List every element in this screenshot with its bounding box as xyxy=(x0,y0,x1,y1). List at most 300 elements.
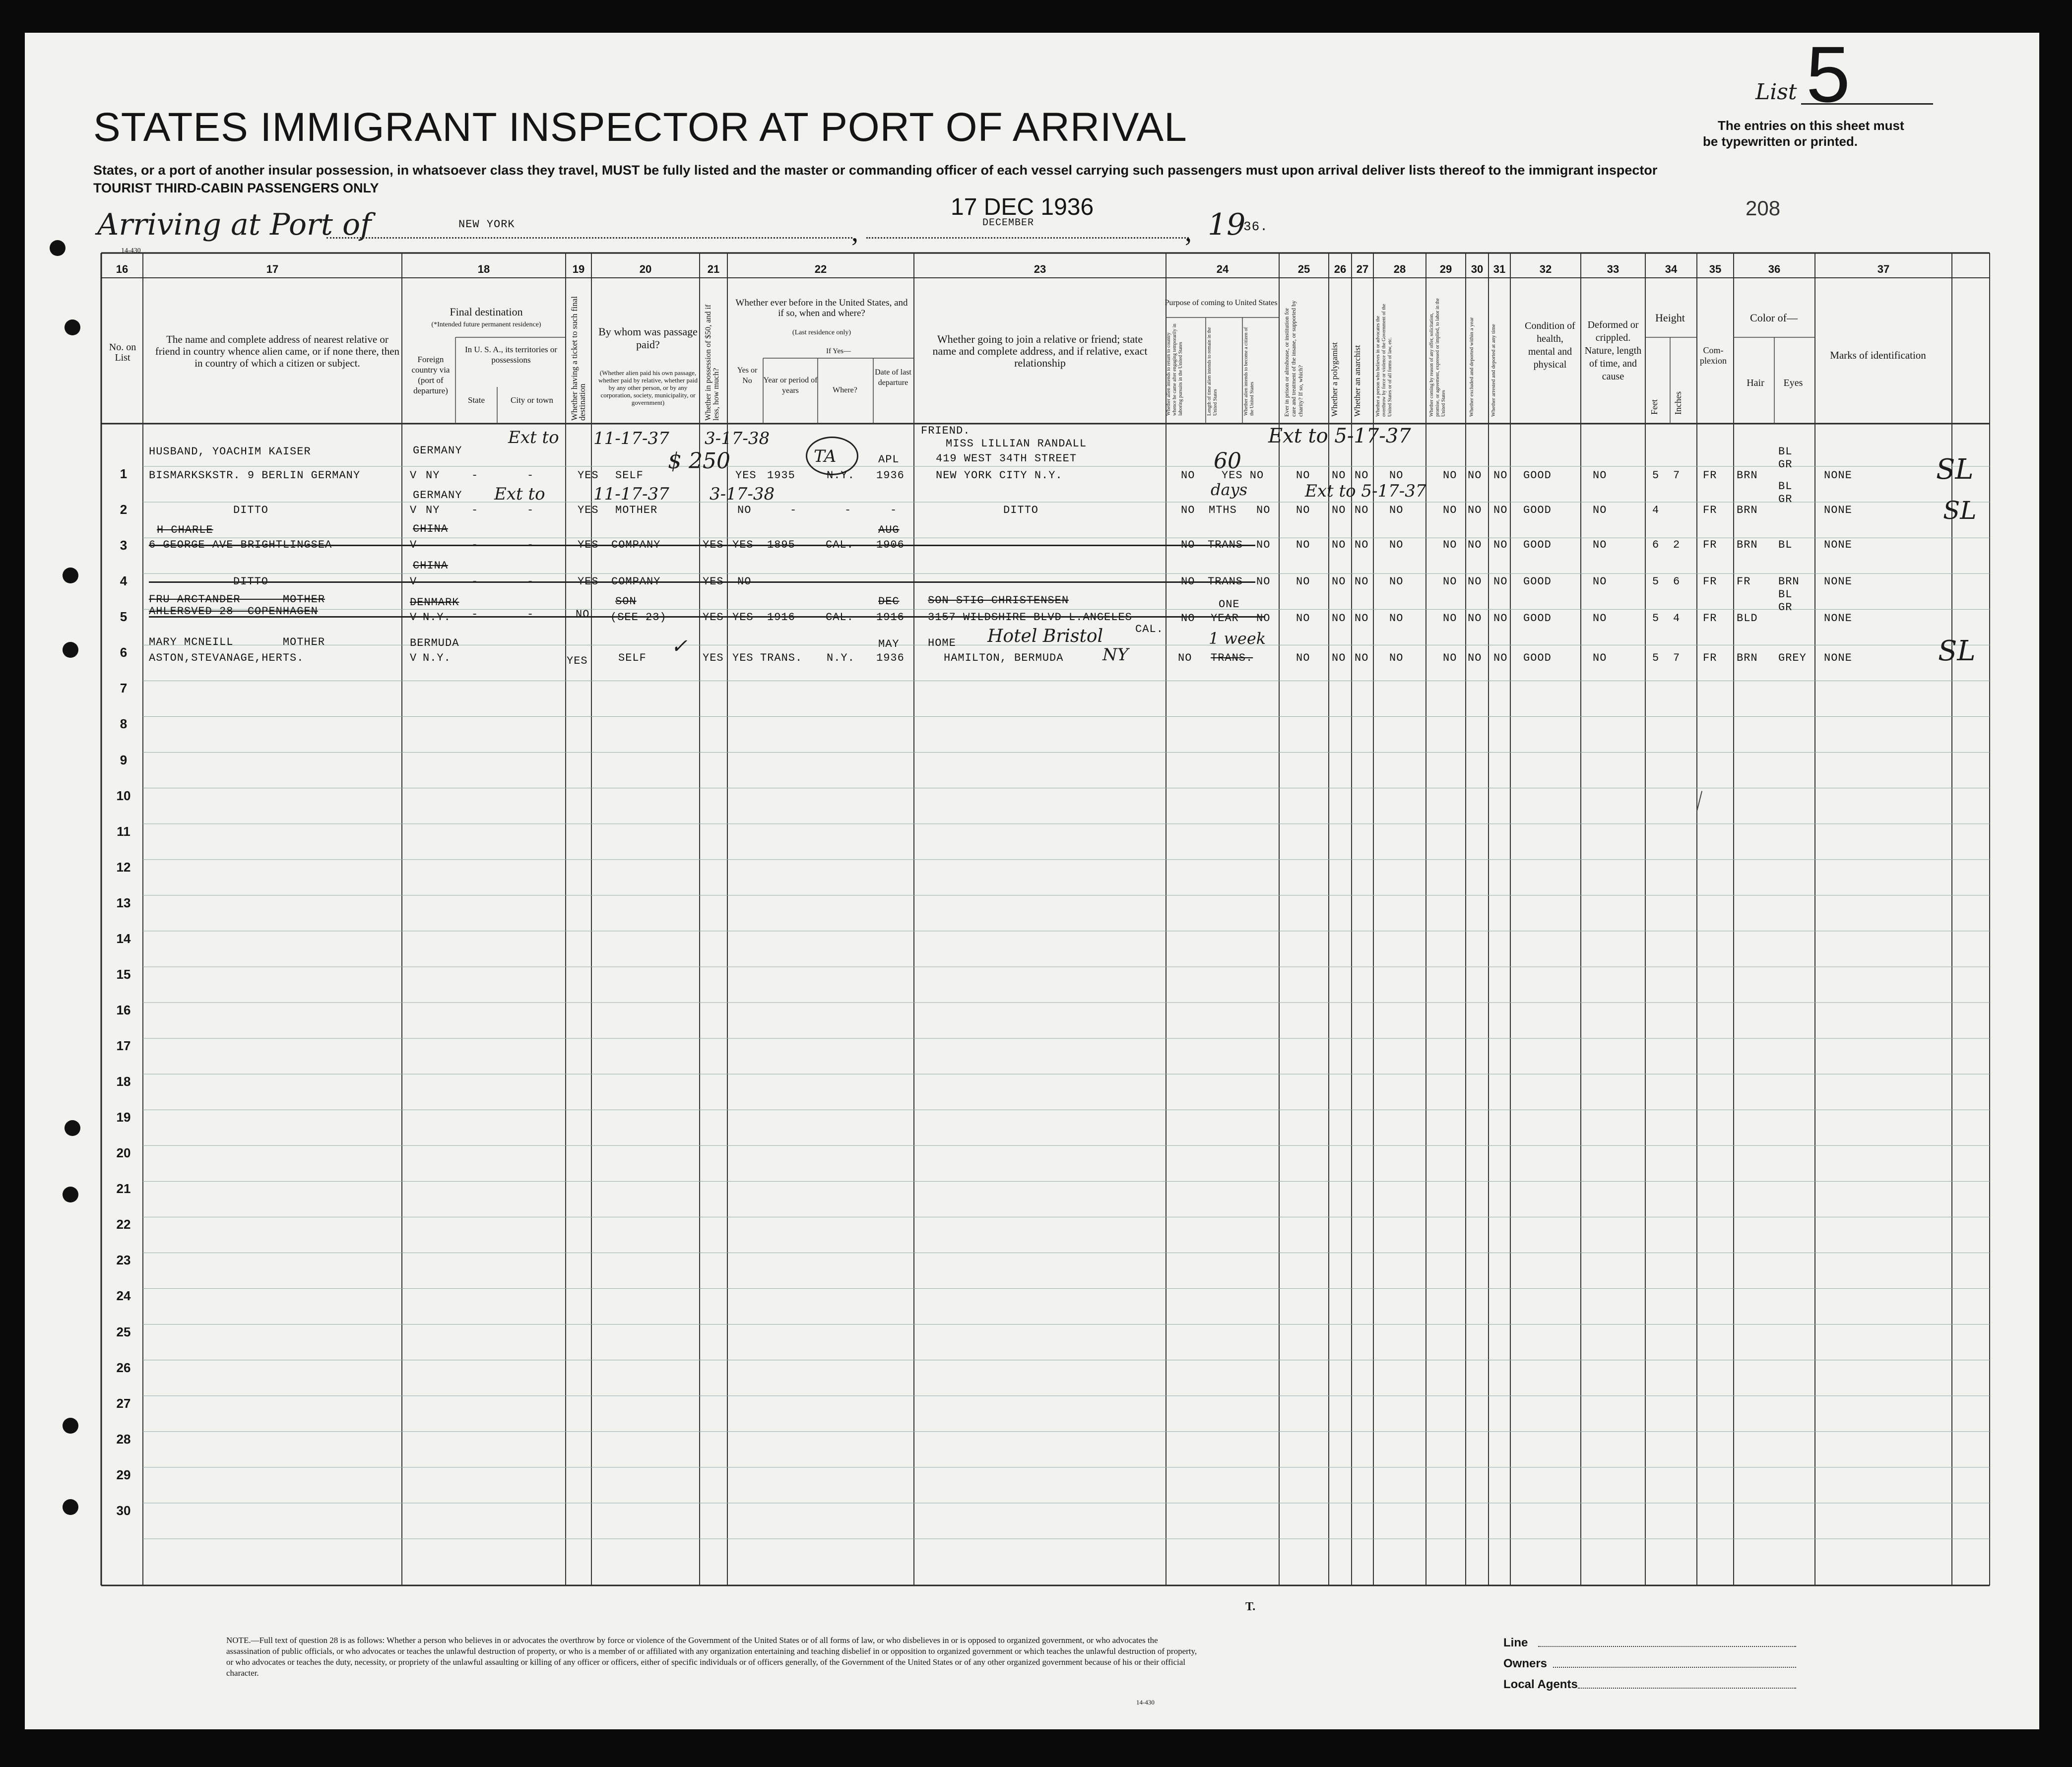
header-col18-foreign: Foreign country via (port of departure) xyxy=(411,355,450,395)
row-number-12: 12 xyxy=(116,859,131,875)
r4-24a: NO xyxy=(1181,575,1195,588)
r4-col34-inches: 6 xyxy=(1673,575,1681,588)
r2-col37: NONE xyxy=(1824,504,1852,516)
margin-mark-row6: SL xyxy=(1938,635,1976,667)
punch-hole xyxy=(50,240,65,256)
r3-where: CAL. xyxy=(826,539,854,551)
column-number-24: 24 xyxy=(1216,263,1229,275)
r6-col31: NO xyxy=(1493,652,1508,664)
r4-col32: GOOD xyxy=(1523,575,1552,588)
r2-24b: MTHS xyxy=(1209,504,1237,516)
row-number-11: 11 xyxy=(117,823,130,839)
r1-departure-month: APL xyxy=(878,453,900,466)
line-label: Line xyxy=(1503,1636,1528,1649)
r1-before-us: YES xyxy=(735,469,757,482)
r3-strike-line xyxy=(149,545,1255,546)
r5-col34-feet: 5 xyxy=(1652,612,1660,625)
t-mark: T. xyxy=(1245,1600,1256,1613)
punch-hole xyxy=(63,642,78,658)
r4-col37: NONE xyxy=(1824,575,1852,588)
column-number-18: 18 xyxy=(477,263,490,275)
r2-col30: NO xyxy=(1468,504,1482,516)
local-agents-field xyxy=(1578,1688,1796,1689)
row-number-24: 24 xyxy=(116,1288,131,1304)
r5-via: V xyxy=(410,611,417,624)
header-col22: Whether ever before in the United States, and if so, when and where? xyxy=(735,298,908,318)
owners-label: Owners xyxy=(1503,1657,1548,1670)
header-col22-where: Where? xyxy=(833,386,857,394)
row-number-30: 30 xyxy=(116,1503,131,1518)
r6-handwritten-ny: NY xyxy=(1102,645,1129,665)
header-col22-period: Year or period of years xyxy=(763,376,818,395)
margin-mark-row2: SL xyxy=(1943,496,1977,525)
column-number-22: 22 xyxy=(814,263,827,275)
r6-paid-by: SELF xyxy=(618,652,647,664)
r3-via: V xyxy=(410,539,417,551)
r2-join: DITTO xyxy=(1003,504,1039,516)
comma: , xyxy=(1185,217,1192,248)
r1-join-line1: FRIEND. xyxy=(921,425,971,437)
r4-foreign-country: CHINA xyxy=(413,560,449,572)
column-number-34: 34 xyxy=(1665,263,1678,275)
r6-checkmark: ✓ xyxy=(671,635,688,658)
r2-dash: - xyxy=(527,504,534,516)
r1-handwritten-days: days xyxy=(1211,480,1248,499)
arrival-month: DECEMBER xyxy=(982,217,1035,229)
column-number-35: 35 xyxy=(1709,263,1722,275)
r2-col34-feet: 4 xyxy=(1652,504,1660,516)
r5-col29: NO xyxy=(1443,612,1457,625)
row-number-2: 2 xyxy=(120,502,128,517)
r1-dash: - xyxy=(471,469,479,482)
r2-col29: NO xyxy=(1443,504,1457,516)
r6-money: YES xyxy=(703,652,724,664)
column-number-36: 36 xyxy=(1768,263,1781,275)
date-stamp: 17 DEC 1936 xyxy=(951,194,1094,220)
r2-handwritten-date2: 3-17-38 xyxy=(710,484,775,504)
r6-join-line1: HOME xyxy=(928,637,956,649)
r4-col25: NO xyxy=(1296,575,1310,588)
footer-form-code: 14-430 xyxy=(1136,1699,1155,1706)
list-number: 5 xyxy=(1806,30,1850,119)
r6-via: V xyxy=(410,652,417,664)
r5-relative-address: AHLERSVED 28 COPENHAGEN xyxy=(149,605,318,618)
r1-departure-year: 1936 xyxy=(876,469,905,482)
r5-col37: NONE xyxy=(1824,612,1852,625)
r5-col26: NO xyxy=(1332,612,1346,625)
r6-ticket: YES xyxy=(567,655,588,667)
r2-relative: DITTO xyxy=(233,504,269,516)
row-number-15: 15 xyxy=(116,966,131,982)
row-number-8: 8 xyxy=(120,716,128,732)
r3-col35: FR xyxy=(1703,539,1717,551)
r1-where: N.Y. xyxy=(827,469,855,482)
column-number-33: 33 xyxy=(1607,263,1619,275)
header-col35: Com- plexion xyxy=(1700,345,1727,366)
r6-col26: NO xyxy=(1332,652,1346,664)
r6-where: N.Y. xyxy=(827,652,855,664)
header-col22-sub: (Last residence only) xyxy=(792,329,851,336)
header-col24-a: Whether alien intends to return to country whence he came after engaging temporarily in laboring pursuits in the United States xyxy=(1166,323,1183,416)
header-col22-yesno: Yes or No xyxy=(737,366,758,385)
r4-col35: FR xyxy=(1703,575,1717,588)
header-col20: By whom was passage paid? xyxy=(598,325,698,351)
r4-24c: NO xyxy=(1256,575,1271,588)
r1-handwritten-date1: 11-17-37 xyxy=(593,429,669,448)
column-number-16: 16 xyxy=(116,263,129,275)
r1-relative-address: BISMARKSKSTR. 9 BERLIN GERMANY xyxy=(149,469,361,482)
column-number-30: 30 xyxy=(1471,263,1484,275)
punch-hole xyxy=(63,568,78,583)
port-name: NEW YORK xyxy=(458,218,515,231)
r2-col28: NO xyxy=(1389,504,1404,516)
r5-join-line2: 3157 WILDSHIRE BLVD L.ANGELES xyxy=(928,611,1132,624)
r3-before-us: YES xyxy=(732,539,754,551)
page-title: STATES IMMIGRANT INSPECTOR AT PORT OF ARRIVAL xyxy=(93,105,1187,150)
r4-col27: NO xyxy=(1355,575,1369,588)
r1-col30: NO xyxy=(1468,469,1482,482)
r5-24b1: ONE xyxy=(1219,598,1240,611)
punch-hole xyxy=(65,319,80,335)
r5-24b2: YEAR xyxy=(1211,612,1239,625)
header-col33: Deformed or crippled. Nature, length of time, and cause xyxy=(1584,319,1642,382)
punch-hole xyxy=(63,1499,78,1515)
row-number-10: 10 xyxy=(116,788,131,803)
header-col23: Whether going to join a relative or friend; state name and complete address, and if relative, exact relationship xyxy=(932,333,1148,369)
r3-ticket: YES xyxy=(578,539,599,551)
r5-strike-line xyxy=(149,616,1265,618)
r1-year: 1935 xyxy=(767,469,795,482)
r2-dash: - xyxy=(890,504,898,516)
row-number-9: 9 xyxy=(120,752,128,767)
r5-state: N.Y. xyxy=(423,611,451,624)
header-col27: Whether an anarchist xyxy=(1353,345,1362,417)
r5-departure-year: 1916 xyxy=(876,611,905,624)
r4-ticket: YES xyxy=(578,575,599,588)
manifest-sheet xyxy=(25,30,2039,1729)
r5-relative-name: FRU ARCTANDER MOTHER xyxy=(149,593,325,606)
r3-col33: NO xyxy=(1593,539,1607,551)
r2-dash: - xyxy=(471,504,479,516)
r4-strike-line xyxy=(149,581,1255,583)
r1-handwritten-ta: TA xyxy=(814,446,837,466)
subtitle-line-2: TOURIST THIRD-CABIN PASSENGERS ONLY xyxy=(93,181,379,195)
r1-join-line3: 419 WEST 34TH STREET xyxy=(936,452,1077,465)
r5-join-line1: SON STIG CHRISTENSEN xyxy=(928,594,1069,607)
comma: , xyxy=(851,217,858,248)
r1-col29: NO xyxy=(1443,469,1457,482)
arriving-label: Arriving at Port of xyxy=(97,207,372,242)
r5-dash: - xyxy=(527,608,534,621)
r6-col33: NO xyxy=(1593,652,1607,664)
row-number-19: 19 xyxy=(116,1110,131,1125)
r6-col32: GOOD xyxy=(1523,652,1552,664)
r1-col34-inches: 7 xyxy=(1673,469,1681,482)
r4-dash: - xyxy=(471,575,479,588)
r1-handwritten-ext: Ext to xyxy=(508,428,559,447)
r3-departure-month: AUG xyxy=(878,524,900,536)
r5-paid-by-1: SON xyxy=(615,595,637,608)
r4-money: YES xyxy=(703,575,724,588)
r3-money: YES xyxy=(703,539,724,551)
r5-col30: NO xyxy=(1468,612,1482,625)
punch-hole xyxy=(63,1418,78,1434)
r6-24a: NO xyxy=(1178,652,1192,664)
header-col18-sub: (*Intended future permanent residence) xyxy=(431,321,541,328)
r6-24b: TRANS. xyxy=(1211,652,1253,664)
row-number-27: 27 xyxy=(116,1395,131,1411)
r4-paid-by: COMPANY xyxy=(611,575,661,588)
column-number-19: 19 xyxy=(572,263,585,275)
owners-field xyxy=(1553,1667,1796,1668)
r1-col35: FR xyxy=(1703,469,1717,482)
r1-col26: NO xyxy=(1332,469,1346,482)
r6-join-line2: HAMILTON, BERMUDA xyxy=(944,652,1064,664)
r3-col30: NO xyxy=(1468,539,1482,551)
column-number-23: 23 xyxy=(1034,263,1046,275)
r6-col27: NO xyxy=(1355,652,1369,664)
r1-foreign-country: GERMANY xyxy=(413,444,462,457)
r1-col37: NONE xyxy=(1824,469,1852,482)
port-dotted-line xyxy=(326,237,852,239)
row-number-3: 3 xyxy=(120,538,128,553)
row-number-23: 23 xyxy=(116,1253,131,1268)
r6-col34-inches: 7 xyxy=(1673,652,1681,664)
r3-col37: NONE xyxy=(1824,539,1852,551)
r3-paid-by: COMPANY xyxy=(611,539,661,551)
r3-col25: NO xyxy=(1296,539,1310,551)
r3-col36-eyes: BL xyxy=(1778,539,1793,551)
r1-join-line2: MISS LILLIAN RANDALL xyxy=(946,438,1087,450)
r1-col32: GOOD xyxy=(1523,469,1552,482)
column-number-27: 27 xyxy=(1356,263,1369,275)
r4-col34-feet: 5 xyxy=(1652,575,1660,588)
header-col18-usa: In U. S. A., its territories or possessions xyxy=(464,345,558,365)
r5-col32: GOOD xyxy=(1523,612,1552,625)
year-suffix: 36. xyxy=(1243,219,1268,234)
column-number-26: 26 xyxy=(1334,263,1347,275)
r2-handwritten-date1: 11-17-37 xyxy=(593,484,669,504)
r1-money: $ 250 xyxy=(668,448,730,474)
column-number-31: 31 xyxy=(1493,263,1506,275)
header-col30: Whether excluded and deported within a year xyxy=(1469,317,1475,417)
header-col36-hair: Hair xyxy=(1747,378,1764,388)
list-label: List xyxy=(1755,79,1797,105)
line-field xyxy=(1538,1646,1796,1647)
r2-via: V xyxy=(410,504,417,516)
r3-relative-name: H CHARLE xyxy=(157,524,213,536)
header-col36-eyes: Eyes xyxy=(1783,378,1803,388)
r6-handwritten-hotel: Hotel Bristol xyxy=(987,626,1103,646)
r1-col25: NO xyxy=(1296,469,1310,482)
r5-paid-by-2: (SEE 23) xyxy=(610,611,667,624)
header-col37: Marks of identification xyxy=(1830,349,1926,361)
r1-dash: - xyxy=(527,469,534,482)
r6-col35: FR xyxy=(1703,652,1717,664)
header-col34-feet: Feet xyxy=(1649,399,1659,415)
r3-col34-feet: 6 xyxy=(1652,539,1660,551)
r4-col36-eyes: BRN xyxy=(1778,575,1800,588)
punch-hole xyxy=(65,1120,80,1136)
r1-handwritten-ext2: Ext to 5-17-37 xyxy=(1268,425,1411,447)
header-col17: The name and complete address of nearest relative or friend in country whence alien came, or if none there, then in country of which a citizen or subject. xyxy=(155,333,400,369)
r5-24c: NO xyxy=(1256,612,1271,625)
header-col26: Whether a polygamist xyxy=(1330,342,1339,417)
r2-col33: NO xyxy=(1593,504,1607,516)
r2-col36-hair: BRN xyxy=(1737,504,1758,516)
row-number-4: 4 xyxy=(120,573,128,589)
margin-mark-row1: SL xyxy=(1936,453,1974,486)
r5-col27: NO xyxy=(1355,612,1369,625)
r6-before-us: YES xyxy=(732,652,754,664)
note-question-28: NOTE.—Full text of question 28 is as follows: Whether a person who believes in or advocates the overthrow by force or violence of the Government of the United States or of all forms of law, or who disbelieves in or is opposed to organized government, or who advocates the assassination of public officials, or who advocates or teaches the unlawful destruction of property, or who is a member of or affiliated with any organization entertaining and teaching disbelief in or opposition to organized government or which teaches the unlawful destruction of property, or who advocates or teaches the duty, necessity, or propriety of the unlawful assaulting or killing of any officer or officers, either of specific individuals or of officers generally, of the Government of the United States or of any other organized government because of his or their official character. xyxy=(226,1636,1197,1678)
r2-dash: - xyxy=(844,504,852,516)
r1-col36-eyes: BL GR xyxy=(1778,445,1793,471)
form-code: 14-430 xyxy=(121,247,141,254)
r1-col27: NO xyxy=(1355,469,1369,482)
column-number-25: 25 xyxy=(1297,263,1310,275)
r3-col31: NO xyxy=(1493,539,1508,551)
header-col21: Whether in possession of $50, and if less, how much? xyxy=(704,304,720,421)
header-col24: Purpose of coming to United States xyxy=(1165,299,1278,307)
r2-col31: NO xyxy=(1493,504,1508,516)
r5-where: CAL. xyxy=(826,611,854,624)
column-number-17: 17 xyxy=(266,263,279,275)
r2-paid-by: MOTHER xyxy=(615,504,658,516)
row-number-20: 20 xyxy=(116,1145,131,1161)
r3-col34-inches: 2 xyxy=(1673,539,1681,551)
r4-col31: NO xyxy=(1493,575,1508,588)
r4-col30: NO xyxy=(1468,575,1482,588)
r6-col28: NO xyxy=(1389,652,1404,664)
header-col34: Height xyxy=(1655,312,1685,324)
header-col32: Condition of health, mental and physical xyxy=(1525,320,1575,370)
header-col22-date: Date of last departure xyxy=(875,368,911,387)
row-number-5: 5 xyxy=(120,609,128,625)
r6-col37: NONE xyxy=(1824,652,1852,664)
r5-join-line3: CAL. xyxy=(1135,623,1164,635)
r4-via: V xyxy=(410,575,417,588)
r5-24a: NO xyxy=(1181,612,1195,625)
r5-dash: - xyxy=(471,608,479,621)
r3-dash: - xyxy=(527,539,534,551)
r2-handwritten-ext2: Ext to 5-17-37 xyxy=(1305,481,1426,501)
list-underline xyxy=(1801,103,1933,105)
row-number-28: 28 xyxy=(116,1431,131,1447)
r2-24c: NO xyxy=(1256,504,1271,516)
r2-col27: NO xyxy=(1355,504,1369,516)
r3-col28: NO xyxy=(1389,539,1404,551)
r6-handwritten-1week: 1 week xyxy=(1209,629,1266,648)
r6-foreign-country: BERMUDA xyxy=(410,637,459,649)
r6-relative-address: ASTON,STEVANAGE,HERTS. xyxy=(149,652,304,664)
r4-col29: NO xyxy=(1443,575,1457,588)
row-number-18: 18 xyxy=(116,1074,131,1089)
r1-24a: NO xyxy=(1181,469,1195,482)
local-agents-label: Local Agents xyxy=(1503,1678,1578,1691)
r2-state: NY xyxy=(426,504,440,516)
r5-col36-eyes: BL GR xyxy=(1778,588,1793,614)
r1-handwritten-date2: 3-17-38 xyxy=(705,429,770,448)
r1-paid-by: SELF xyxy=(615,469,644,482)
r5-col31: NO xyxy=(1493,612,1508,625)
r1-col34-feet: 5 xyxy=(1652,469,1660,482)
r6-col36-hair: BRN xyxy=(1737,652,1758,664)
r3-departure-year: 1906 xyxy=(876,539,905,551)
row-number-7: 7 xyxy=(120,681,128,696)
r4-dash: - xyxy=(527,575,534,588)
r5-col36-hair: BLD xyxy=(1737,612,1758,625)
row-number-21: 21 xyxy=(116,1181,131,1197)
r2-col25: NO xyxy=(1296,504,1310,516)
r3-24c: NO xyxy=(1256,539,1271,551)
r1-handwritten-60: 60 xyxy=(1214,448,1241,474)
r1-col31: NO xyxy=(1493,469,1508,482)
r5-departure-month: DEC xyxy=(878,595,900,608)
r6-col25: NO xyxy=(1296,652,1310,664)
r2-handwritten-ext: Ext to xyxy=(494,484,545,504)
row-number-17: 17 xyxy=(116,1038,131,1054)
header-col25: Ever in prison or almshouse, or institution for care and treatment of the insane, or supported by charity? If so, which? xyxy=(1283,300,1304,417)
header-col20-sub: (Whether alien paid his own passage, whether paid by relative, whether paid by any other person, or by any corporation, society, municipality, or government) xyxy=(598,369,698,406)
form-grid xyxy=(25,30,2039,1729)
header-col18-state: State xyxy=(468,395,485,405)
r3-year: 1895 xyxy=(767,539,795,551)
r3-24a: NO xyxy=(1181,539,1195,551)
r3-col29: NO xyxy=(1443,539,1457,551)
r2-col36-eyes: BL GR xyxy=(1778,480,1793,505)
r6-departure-month: MAY xyxy=(878,638,900,650)
r1-state: NY xyxy=(426,469,440,482)
r6-departure-year: 1936 xyxy=(876,652,905,664)
date-dotted-line xyxy=(866,237,1189,239)
row-number-1: 1 xyxy=(120,466,128,481)
column-number-20: 20 xyxy=(639,263,652,275)
r4-before-us: NO xyxy=(737,575,752,588)
row-number-13: 13 xyxy=(116,895,131,910)
r2-col35: FR xyxy=(1703,504,1717,516)
header-col28: Whether a person who believes in or advocates the overthrow by force or violence of the Government of the United States or of all forms of law, etc. xyxy=(1375,304,1393,417)
r3-col36-hair: BRN xyxy=(1737,539,1758,551)
row-number-29: 29 xyxy=(116,1467,131,1482)
column-number-37: 37 xyxy=(1877,263,1890,275)
r6-relative-name: MARY MCNEILL MOTHER xyxy=(149,636,325,648)
row-number-25: 25 xyxy=(116,1324,131,1339)
row-number-22: 22 xyxy=(116,1217,131,1232)
row-number-14: 14 xyxy=(116,931,131,946)
instruction-line-1: The entries on this sheet must xyxy=(1718,118,1904,133)
r5-col33: NO xyxy=(1593,612,1607,625)
r2-dash: - xyxy=(790,504,797,516)
r5-col35: FR xyxy=(1703,612,1717,625)
r5-col25: NO xyxy=(1296,612,1310,625)
r6-col30: NO xyxy=(1468,652,1482,664)
row-number-6: 6 xyxy=(120,645,128,660)
r6-year: TRANS. xyxy=(760,652,803,664)
r6-col34-feet: 5 xyxy=(1652,652,1660,664)
r6-col36-eyes: GREY xyxy=(1778,652,1807,664)
r2-foreign-country: GERMANY xyxy=(413,489,462,502)
r4-col28: NO xyxy=(1389,575,1404,588)
punch-hole xyxy=(63,1187,78,1202)
instruction-line-2: be typewritten or printed. xyxy=(1703,134,1858,149)
header-col24-c: Whether alien intends to become a citizen of the United States xyxy=(1243,327,1255,416)
r2-col32: GOOD xyxy=(1523,504,1552,516)
r2-col26: NO xyxy=(1332,504,1346,516)
r6-col29: NO xyxy=(1443,652,1457,664)
r1-24c: YES NO xyxy=(1222,469,1264,482)
r1-join-line4: NEW YORK CITY N.Y. xyxy=(936,469,1063,482)
